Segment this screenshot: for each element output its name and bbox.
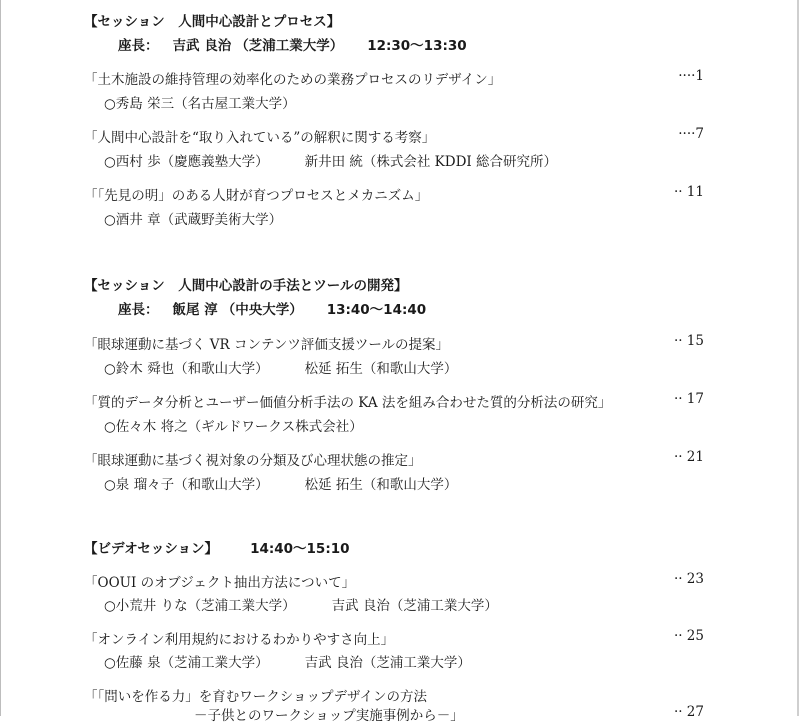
- page-number: ····1: [678, 68, 704, 84]
- author: ○小荒井 りな（芝浦工業大学）: [104, 598, 296, 614]
- page-number: ····7: [678, 126, 704, 142]
- author: 松延 拓生（和歌山大学）: [304, 477, 458, 493]
- paper-title: 「人間中心設計を“取り入れている”の解釈に関する考察」: [84, 130, 436, 146]
- chair-affiliation: （中央大学）: [221, 302, 303, 318]
- paper-title: 「「問いを作る力」を育むワークショップデザインの方法: [84, 689, 428, 705]
- page-number: ·· 15: [673, 333, 704, 349]
- author: 吉武 良治（芝浦工業大学）: [331, 598, 498, 614]
- session-time: 13:40〜14:40: [326, 302, 427, 318]
- session-2-chair: [118, 298, 426, 318]
- page-number: ·· 27: [673, 704, 704, 720]
- author: 新井田 統（株式会社 KDDI 総合研究所）: [304, 154, 558, 170]
- author: ○酒井 章（武蔵野美術大学）: [104, 212, 283, 228]
- paper-authors: [104, 208, 282, 228]
- paper-authors: [104, 150, 557, 170]
- paper-title: 「「先見の明」のある人財が育つプロセスとメカニズム」: [84, 188, 429, 204]
- page-number: ·· 11: [673, 184, 704, 200]
- paper-authors: [104, 651, 471, 671]
- paper-title: 「眼球運動に基づく視対象の分類及び心理状態の推定」: [84, 453, 422, 469]
- author: ○佐々木 将之（ギルドワークス株式会社）: [104, 419, 363, 435]
- page-number: ·· 17: [673, 391, 704, 407]
- paper-subtitle: －子供とのワークショップ実施事例から－」: [194, 708, 464, 724]
- chair-name: 吉武 良治: [172, 38, 232, 54]
- paper-authors: [104, 473, 457, 493]
- chair-affiliation: （芝浦工業大学）: [235, 38, 344, 54]
- session-time: 14:40〜15:10: [250, 541, 350, 557]
- chair-label: 座長：: [118, 302, 159, 318]
- author: ○泉 瑠々子（和歌山大学）: [104, 477, 269, 493]
- paper-title: 「OOUI のオブジェクト抽出方法について」: [84, 575, 356, 591]
- paper-title: 「オンライン利用規約におけるわかりやすさ向上」: [84, 632, 395, 648]
- author: ○鈴木 舜也（和歌山大学）: [104, 361, 269, 377]
- author: ○佐藤 泉（芝浦工業大学）: [104, 655, 269, 671]
- session-1-chair: [118, 34, 467, 54]
- video-session-title: [84, 537, 350, 557]
- paper-authors: [104, 594, 498, 614]
- session-2-title: 【セッション 人間中心設計の手法とツールの開発】: [84, 278, 408, 294]
- author: ○西村 歩（慶應義塾大学）: [104, 154, 269, 170]
- page-number: ·· 25: [673, 628, 704, 644]
- session-time: 12:30〜13:30: [367, 38, 467, 54]
- paper-title: 「質的データ分析とユーザー価値分析手法の KA 法を組み合わせた質的分析法の研究」: [84, 395, 612, 411]
- author: 吉武 良治（芝浦工業大学）: [304, 655, 471, 671]
- paper-authors: [104, 92, 296, 112]
- paper-title: 「眼球運動に基づく VR コンテンツ評価支援ツールの提案」: [84, 337, 450, 353]
- author: 松延 拓生（和歌山大学）: [304, 361, 458, 377]
- page-number: ·· 21: [673, 449, 704, 465]
- session-1-title: 【セッション 人間中心設計とプロセス】: [84, 14, 341, 30]
- paper-authors: [104, 415, 363, 435]
- paper-title: 「土木施設の維持管理の効率化のための業務プロセスのリデザイン」: [84, 72, 502, 88]
- chair-name: 飯尾 淳: [172, 302, 218, 318]
- page-number: ·· 23: [673, 571, 704, 587]
- session-title-text: 【ビデオセッション】: [84, 541, 219, 557]
- chair-label: 座長：: [118, 38, 159, 54]
- author: ○秀島 栄三（名古屋工業大学）: [104, 96, 296, 112]
- paper-authors: [104, 357, 457, 377]
